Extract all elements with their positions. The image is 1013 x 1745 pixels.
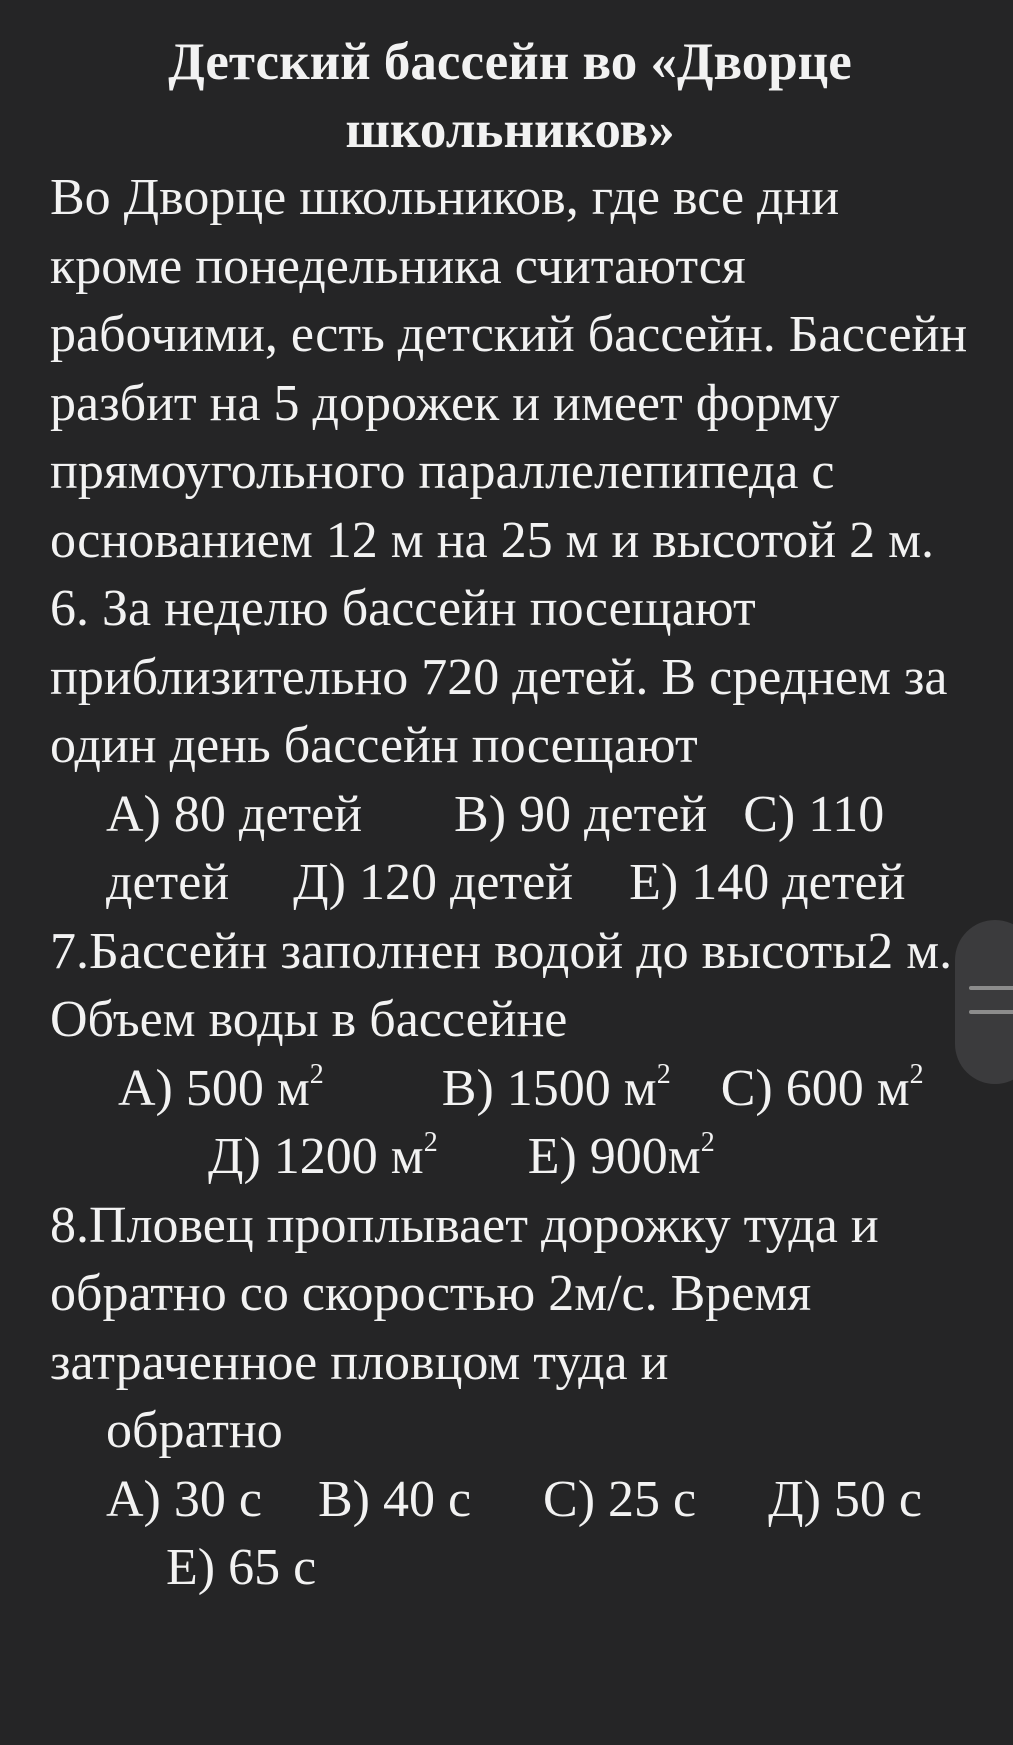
- question-7: [50, 918, 970, 1192]
- question-6-text: 6. За неделю бассейн посещают приблизительно 720 детей. В среднем за один день бассейн посещают: [50, 580, 948, 774]
- question-8: [50, 1192, 970, 1603]
- exponent: 2: [309, 1058, 324, 1090]
- document-title: Детский бассейн во «Дворце школьников»: [168, 33, 852, 159]
- option-e: Е) 140 детей: [629, 854, 906, 911]
- handle-grip-icon: [969, 1010, 1013, 1014]
- exponent: 2: [700, 1127, 715, 1158]
- option-d: Д) 50 с: [768, 1470, 923, 1528]
- question-8-options: [50, 1466, 970, 1603]
- side-panel-handle[interactable]: [955, 920, 1013, 1084]
- handle-grip-icon: [969, 986, 1013, 990]
- option-c: С) 25 с: [543, 1470, 697, 1528]
- option-c: С) 110 детей: [106, 785, 885, 911]
- question-6-options: [50, 781, 970, 918]
- document: [50, 28, 970, 1603]
- option-d: Д) 120 детей: [293, 854, 574, 911]
- intro-paragraph: Во Дворце школьников, где все дни кроме понедельника считаются рабочими, есть детский бассейн. Бассейн разбит на 5 дорожек и имеет форму прямоугольного параллелепипеда с основанием 12 м на 25 м и высотой 2 м.: [50, 169, 968, 569]
- question-7-text: 7.Бассейн заполнен водой до высоты2 м. Объем воды в бассейне: [50, 922, 953, 1048]
- exponent: 2: [909, 1058, 924, 1090]
- exponent: 2: [656, 1058, 671, 1090]
- option-b: В) 40 с: [317, 1470, 472, 1528]
- option-b: В) 1500 $м^2$: [441, 1058, 671, 1117]
- option-e: Е) 65 с: [166, 1539, 317, 1596]
- option-a: А) 80 детей: [106, 785, 363, 843]
- question-7-options: [50, 1055, 970, 1192]
- option-a: А) 30 с: [106, 1470, 262, 1528]
- question-8-text: 8.Пловец проплывает дорожку туда и обратно со скоростью 2м/с. Время затраченное пловцом туда и: [50, 1196, 879, 1391]
- question-6: [50, 575, 970, 918]
- option-d: Д) 1200 $м^2$: [208, 1127, 438, 1185]
- option-e: Е) $900м^2$: [527, 1127, 715, 1185]
- option-b: В) 90 детей: [454, 785, 708, 843]
- exponent: 2: [423, 1127, 438, 1158]
- option-a: А) 500 $м^2$: [118, 1058, 324, 1117]
- option-c: С) 600 $м^2$: [720, 1058, 924, 1117]
- question-8-text-continued: обратно: [106, 1402, 283, 1459]
